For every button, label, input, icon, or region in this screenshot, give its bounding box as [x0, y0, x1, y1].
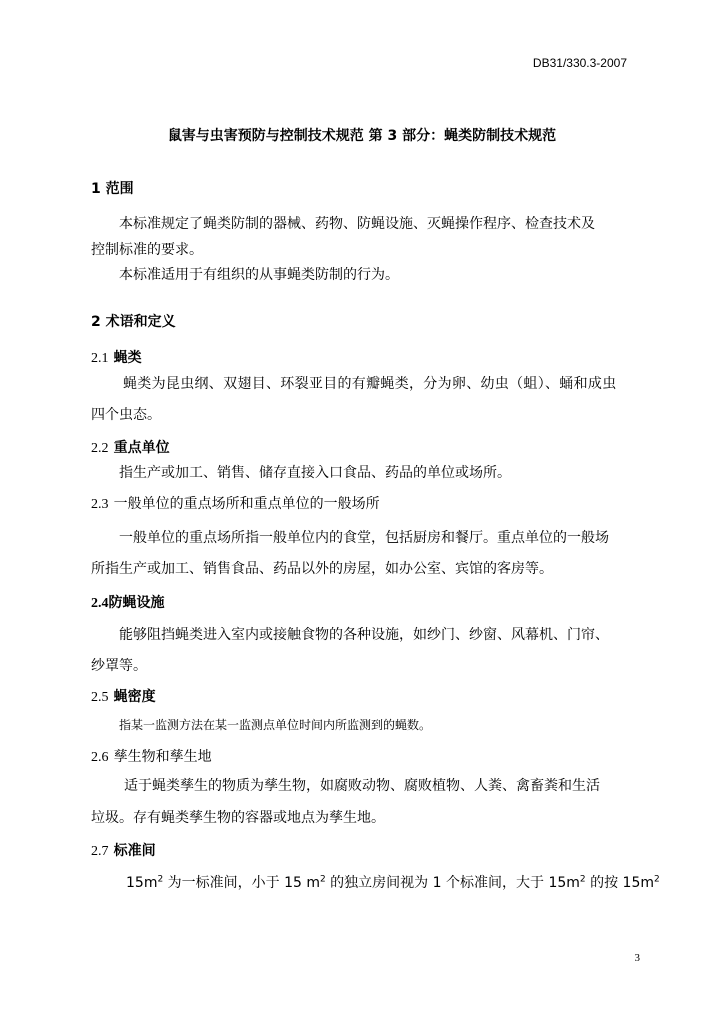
term-2-3-line-1: 一般单位的重点场所指一般单位内的食堂，包括厨房和餐厅。重点单位的一般场	[119, 530, 609, 546]
term-2-7-text-b: 为一标准间，小于 15 m	[163, 875, 320, 891]
term-number: 2.7	[91, 844, 109, 859]
section-1-paragraph-2: 本标准适用于有组织的从事蝇类防制的行为。	[119, 267, 399, 283]
term-2-5-line-1: 指某一监测方法在某一监测点单位时间内所监测到的蝇数。	[119, 718, 432, 732]
term-number: 2.1	[91, 351, 109, 366]
term-2-4-line-1: 能够阻挡蝇类进入室内或接触食物的各种设施，如纱门、纱窗、风幕机、门帘、	[119, 627, 609, 643]
term-2-6-line-1: 适于蝇类孳生的物质为孳生物，如腐败动物、腐败植物、人粪、禽畜粪和生活	[124, 778, 600, 794]
section-1-paragraph-1-line-2: 控制标准的要求。	[91, 242, 203, 258]
document-title: 鼠害与虫害预防与控制技术规范 第 3 部分：蝇类防制技术规范	[167, 128, 557, 144]
term-2-7-text-d: 的按 15m	[585, 875, 654, 891]
superscript: 2	[157, 874, 164, 885]
term-2-7-line-1	[126, 872, 660, 892]
term-title: 蝇类	[113, 350, 142, 366]
superscript: 2	[654, 874, 660, 885]
section-1-paragraph-1-line-1: 本标准规定了蝇类防制的器械、药物、防蝇设施、灭蝇操作程序、检查技术及	[119, 216, 595, 232]
term-2-6-line-2: 垃圾。存有蝇类孳生物的容器或地点为孳生地。	[91, 810, 385, 826]
term-2-2-heading	[91, 437, 170, 457]
term-2-4-line-2: 纱罩等。	[91, 658, 147, 674]
term-2-3-heading	[91, 493, 380, 513]
term-title: 防蝇设施	[108, 595, 165, 611]
term-number: 2.4	[91, 596, 109, 611]
superscript: 2	[320, 874, 326, 885]
term-number: 2.3	[91, 497, 109, 512]
term-title: 蝇密度	[113, 689, 156, 705]
term-2-2-line-1: 指生产或加工、销售、储存直接入口食品、药品的单位或场所。	[119, 465, 511, 481]
term-2-1-line-2: 四个虫态。	[91, 407, 161, 423]
term-title: 标准间	[113, 843, 156, 859]
section-1-heading: 1 范围	[91, 181, 134, 197]
term-title: 孳生物和孳生地	[113, 749, 212, 765]
superscript: 2	[579, 874, 586, 885]
page-number: 3	[634, 952, 640, 964]
term-2-7-text-a: 15m	[126, 875, 158, 891]
section-2-heading: 2 术语和定义	[91, 314, 176, 330]
term-2-4-heading	[91, 592, 165, 612]
term-2-7-heading	[91, 840, 156, 860]
term-2-1-line-1: 蝇类为昆虫纲、双翅目、环裂亚目的有瓣蝇类，分为卵、幼虫（蛆）、蛹和成虫	[123, 376, 617, 392]
term-2-1-heading	[91, 347, 142, 367]
term-2-5-heading	[91, 686, 156, 706]
term-number: 2.6	[91, 750, 109, 765]
term-2-3-line-2: 所指生产或加工、销售食品、药品以外的房屋，如办公室、宾馆的客房等。	[91, 561, 553, 577]
term-number: 2.2	[91, 441, 109, 456]
document-code: DB31/330.3-2007	[532, 56, 627, 70]
term-title: 重点单位	[113, 440, 170, 456]
term-title: 一般单位的重点场所和重点单位的一般场所	[113, 496, 380, 512]
term-number: 2.5	[91, 690, 109, 705]
term-2-6-heading	[91, 746, 212, 766]
term-2-7-text-c: 的独立房间视为 1 个标准间，大于 15m	[325, 875, 580, 891]
